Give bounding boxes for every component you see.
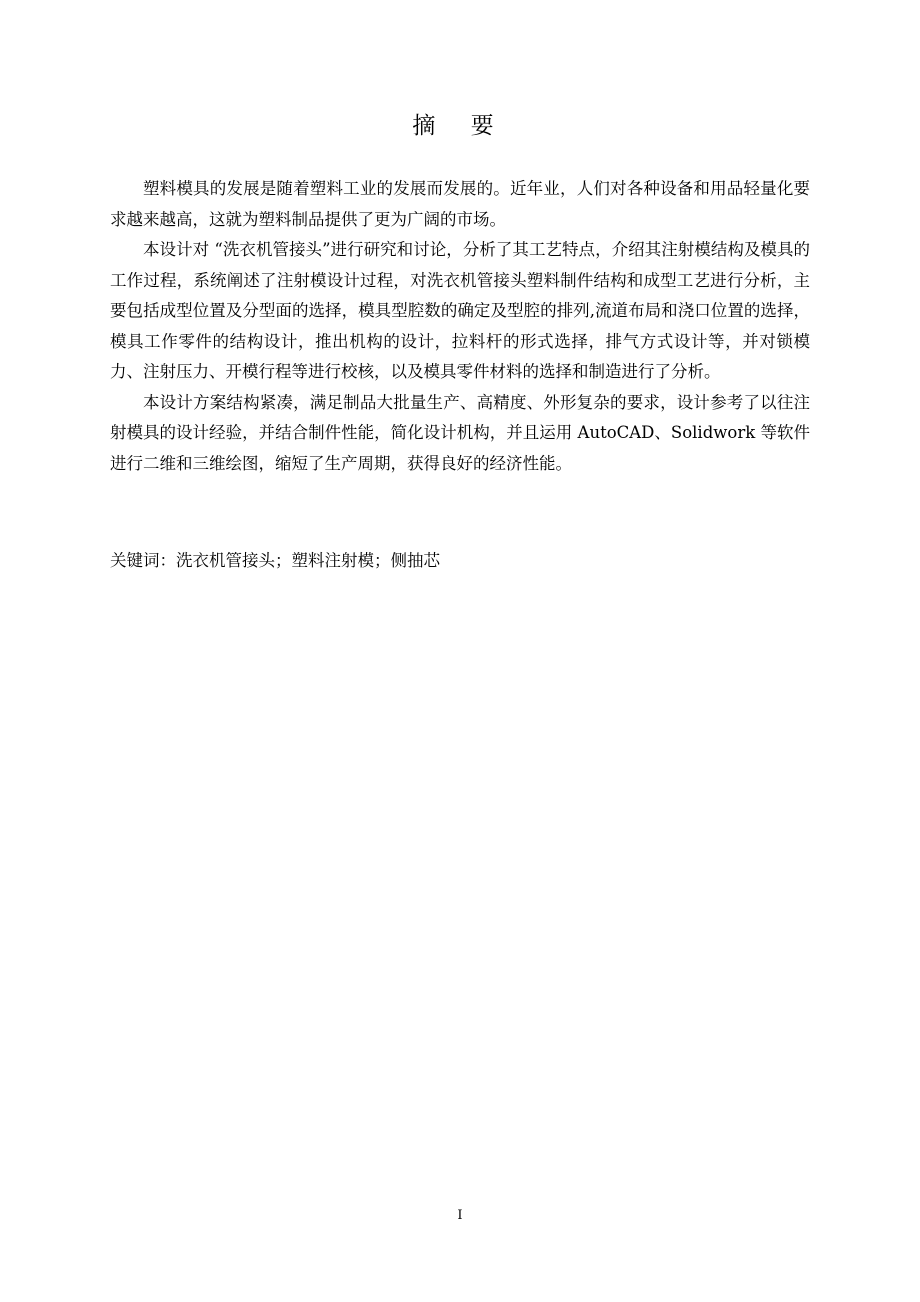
abstract-body — [110, 174, 810, 479]
keywords-label: 关键词： — [110, 551, 176, 570]
keywords-value: 洗衣机管接头；塑料注射模；侧抽芯 — [176, 551, 440, 570]
keywords-line — [110, 546, 810, 576]
page-title: 摘 要 — [412, 113, 508, 139]
page-number: I — [457, 1208, 463, 1223]
abstract-paragraph-2: 本设计对 “洗衣机管接头”进行研究和讨论，分析了其工艺特点，介绍其注射模结构及模具的工作过程，系统阐述了注射模设计过程，对洗衣机管接头塑料制件结构和成型工艺进行分析，主要包括成型位置及分型面的选择，模具型腔数的确定及型腔的排列,流道布局和浇口位置的选择，模具工作零件的结构设计，推出机构的设计，拉料杆的形式选择，排气方式设计等，并对锁模力、注射压力、开模行程等进行校核，以及模具零件材料的选择和制造进行了分析。 — [110, 240, 810, 381]
abstract-paragraph-1: 塑料模具的发展是随着塑料工业的发展而发展的。近年业，人们对各种设备和用品轻量化要求越来越高，这就为塑料制品提供了更为广阔的市场。 — [110, 179, 810, 229]
abstract-paragraph-3: 本设计方案结构紧凑，满足制品大批量生产、高精度、外形复杂的要求，设计参考了以往注射模具的设计经验，并结合制件性能，简化设计机构，并且运用 AutoCAD、Solidwork 等软件进行二维和三维绘图，缩短了生产周期，获得良好的经济性能。 — [110, 392, 810, 473]
